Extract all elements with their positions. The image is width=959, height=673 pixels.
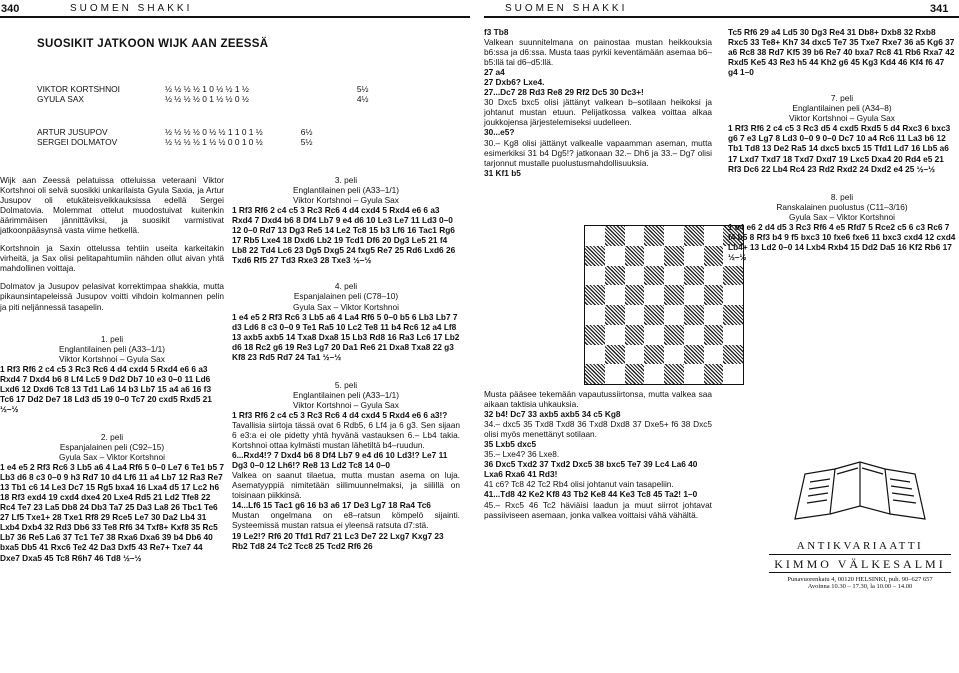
right-running-head: SUOMEN SHAKKI (505, 3, 628, 14)
crosstable-jusupov-dolmatov (37, 128, 312, 148)
board-square (664, 325, 684, 345)
game-moves: 1 Rf3 Rf6 2 c4 c5 3 Rc3 d5 4 cxd5 Rxd5 5 d4 Rxc3 6 bxc3 g6 7 e3 Lg7 8 Ld3 0–0 9 0–0 Dc7 10 a4 Rc6 11 La3 b6 12 Tb1 Td8 13 De2 Ra5 14 dxc5 bxc5 15 Tfd1 Ld7 16 Lb5 a6 17 Lxd7 Txd7 18 Txd7 Dxd7 19 Lxc5 Dxa4 20 Rd4 e5 21 Rf3 Dc6 22 Lb4 Rc4 23 Rd2 Rxd2 24 Dxd2 e4 25 ½–½ (728, 123, 951, 174)
board-square (605, 305, 625, 325)
board-square (585, 266, 605, 286)
game-players: Viktor Kortshnoi – Gyula Sax (293, 399, 399, 410)
column-2 (232, 175, 460, 551)
board-square (664, 345, 684, 365)
board-square (644, 226, 664, 246)
game-moves: 27 a4 27 Dxb6? Lxe4. (484, 67, 545, 88)
board-square (605, 364, 625, 384)
game-players: Gyula Sax – Viktor Kortshnoi (789, 211, 895, 222)
intro-paragraph: Kortshnoin ja Saxin ottelussa tehtiin useita karkeitakin virheitä, ja Sax olisi pelitapahtumiin nähden ollut aivan yhtä mahdollinen voittaja. (0, 243, 224, 274)
board-square (625, 266, 645, 286)
game-opening: Espanjalainen peli (C92–15) (59, 441, 165, 452)
game-opening: Espanjalainen peli (C78–10) (293, 291, 399, 302)
game-opening: Englantilainen peli (A33–1/1) (292, 185, 400, 196)
board-square (684, 285, 704, 305)
board-square (585, 246, 605, 266)
crosstable-row: VIKTOR KORTSHNOI ½ ½ ½ ½ 1 0 ½ ½ 1 ½ 5½ (37, 84, 369, 94)
game-comment: 30.– Kg8 olisi jättänyt valkealle vapaamman aseman, mutta esimerkiksi 31 b4 Dg5!? jatkonaan 32.– Dh6 ja 33.– Dg7 olisi tarjonnut mustalle puolustusmahdollisuuksia. (484, 137, 712, 168)
board-square (664, 246, 684, 266)
game-moves: 6...Rxd4!? 7 Dxd4 b6 8 Df4 Lb7 9 e4 d6 10 Ld3!? Le7 11 Dg3 0–0 12 Lh6!? Re8 13 Ld2 Tc8 14 0–0 (232, 450, 448, 471)
article-title: SUOSIKIT JATKOON WIJK AAN ZEESSÄ (37, 38, 269, 50)
board-square (664, 305, 684, 325)
game-moves: 14...Lf6 15 Tac1 g6 16 b3 a6 17 De3 Lg7 18 Ra4 Tc6 (232, 500, 431, 511)
board-square (585, 364, 605, 384)
board-square (723, 266, 743, 286)
board-square (585, 226, 605, 246)
board-square (684, 305, 704, 325)
board-square (684, 246, 704, 266)
game-players: Viktor Kortshnoi – Gyula Sax (59, 353, 165, 364)
board-square (684, 266, 704, 286)
chess-diagram (584, 225, 744, 385)
column-3-bottom (484, 389, 712, 520)
left-header-rule (0, 16, 470, 18)
game-moves: 1 e4 e5 2 Rf3 Rc6 3 Lb5 a6 4 La4 Rf6 5 0–0 Le7 6 Te1 b5 7 Lb3 d6 8 c3 0–0 9 h3 Rd7 10 d4 Lf6 11 a4 Lb7 12 Ra3 Re7 13 Tb1 c6 14 Le3 Dc7 15 Rg5 bxa4 16 Lxa4 d5 17 Lc2 h6 18 Rf3 exd4 19 cxd4 dxe4 20 Lxe4 Rd5 21 Ld2 Tfe8 22 Rc4 Te7 23 La5 Db8 24 Db3 Ta7 25 Da3 La8 26 Tbc1 Te6 27 Lf5 Txe1+ 28 Txe1 Rf8 29 Rce5 Le7 30 Da2 Lb4 31 Lxb4 Dxb4 32 Rd3 Db6 33 Te8 Rf6 34 Txf8+ Kxf8 35 Rc5 Lb7 36 Re5 La6 37 Tc1 Te7 38 Rxa6 Dxa6 39 b4 Db6 40 bxa5 Db5 41 Rxc6 Te2 42 Da3 Dxf5 43 Re7+ Txe7 44 Dxe7 Dxa5 45 Tc8 R6h7 46 Td8 ½–½ (0, 462, 224, 563)
game-players: Gyula Sax – Viktor Kortshnoi (293, 301, 399, 312)
board-square (644, 285, 664, 305)
game-heading: 4. peli (334, 281, 358, 292)
board-square (625, 345, 645, 365)
column-3-top (484, 27, 712, 178)
advert-address: Punavuorenkatu 4, 00120 HELSINKI, puh. 90–627 657 (787, 576, 933, 583)
game-heading: 5. peli (334, 379, 358, 390)
board-square (625, 364, 645, 384)
advert-hours: Avoinna 10.30 – 17.30, la 10.00 – 14.00 (807, 583, 913, 590)
game-moves: Tc5 Rf6 29 a4 Ld5 30 Dg3 Re4 31 Db8+ Dxb8 32 Rxb8 Rxc5 33 Te8+ Kh7 34 dxc5 Te7 35 Txe7 Rxe7 36 a5 Kg6 37 a6 Rc8 38 Rd7 Kf5 39 b6 Re7 40 bxa7 Rc8 41 Rb6 Rxa7 42 Rxd5 Ke5 43 Re3 h5 44 Kh2 g6 45 Kg3 Kd4 46 Kf4 f6 47 g4 1–0 (728, 27, 955, 78)
game-opening: Englantilainen peli (A34–8) (792, 103, 892, 114)
crosstable-kortshnoi-sax (37, 85, 368, 105)
game-heading: 1. peli (100, 333, 124, 344)
board-square (625, 285, 645, 305)
game-comment: 34.– dxc5 35 Txd8 Txd8 36 Txd8 Dxd8 37 Dxe5+ f6 38 Dxc5 olisi myös menettänyt sotilaan. (484, 419, 712, 440)
game-heading: 3. peli (334, 175, 358, 185)
column-1 (0, 175, 224, 563)
game-heading: 8. peli (830, 191, 854, 202)
crosstable-row: ARTUR JUSUPOV ½ ½ ½ ½ 0 ½ ½ 1 1 0 1 ½ 6½ (37, 127, 313, 137)
game-moves: 32 b4! Dc7 33 axb5 axb5 34 c5 Kg8 (484, 409, 621, 420)
board-square (625, 325, 645, 345)
board-square (644, 305, 664, 325)
board-square (644, 325, 664, 345)
game-moves: 36 Dxc5 Txd2 37 Txd2 Dxc5 38 bxc5 Te7 39 Lc4 La6 40 Lxa6 Rxa6 41 Rd3! (484, 459, 698, 480)
board-square (704, 246, 724, 266)
game-players: Gyula Sax – Viktor Kortshnoi (59, 452, 165, 463)
board-square (605, 226, 625, 246)
board-square (605, 246, 625, 266)
game-heading: 2. peli (100, 431, 124, 442)
board-square (723, 305, 743, 325)
left-running-head: SUOMEN SHAKKI (70, 3, 193, 14)
crosstable-row: GYULA SAX ½ ½ ½ ½ 0 1 ½ ½ 0 ½ 4½ (37, 93, 369, 104)
board-square (644, 266, 664, 286)
board-square (644, 246, 664, 266)
game-comment: 41 c6? Tc8 42 Tc2 Rb4 olisi johtanut vain tasapeliin. (484, 479, 674, 490)
game-comment: Mustan ongelmana on e8–ratsun kömpelö sijainti. Systeemissä mustan ratsua ei yleensä ratsuta d7:stä. (232, 510, 460, 531)
game-moves: 41...Td8 42 Ke2 Kf8 43 Tb2 Ke8 44 Ke3 Tc8 45 Ta2! 1–0 (484, 489, 698, 500)
column-4 (728, 27, 956, 262)
left-page-number: 340 (1, 3, 20, 15)
game-comment: 45.– Rxc5 46 Tc2 häviäisi laadun ja muut siirrot johtavat passiiviseen asemaan, jonka valkea voittaisi vähä vähältä. (484, 499, 712, 520)
board-square (664, 266, 684, 286)
board-square (644, 364, 664, 384)
game-heading: 7. peli (830, 93, 854, 104)
game-opening: Englantilainen peli (A33–1/1) (58, 343, 166, 354)
game-moves: 30...e5? (484, 127, 515, 138)
game-comment: Valkea on saanut tilaetua, mutta mustan asema on luja. Asematyyppiä nimitetään siilimuunnelmaksi, ja siilillä on toisinaan piikkinsä. (232, 470, 460, 501)
board-square (644, 345, 664, 365)
board-square (605, 285, 625, 305)
board-square (704, 305, 724, 325)
game-comment: Tavallisia siirtoja tässä ovat 6 Rdb5, 6 Lf4 ja 6 g3. Sen sijaan 6 e3:a ei ole pidetty yhtä hyvänä vastauksen 6.– Lb4 takia. Kortshnoi ottaa kylmästi mustan lähetiltä b4–ruudun. (232, 419, 460, 451)
board-square (704, 266, 724, 286)
antiquarian-advert (769, 540, 951, 590)
board-square (585, 345, 605, 365)
board-square (704, 285, 724, 305)
intro-paragraph: Wijk aan Zeessä pelatuissa otteluissa veteraani Viktor Kortshnoi oli selvä suosikki unkarilaista Gyula Saxia, ja Artur Jusupov oli etukäteisveikkauksissa edellä Sergei Dolmatovia. Molemmat ottelut muodostuivat kuitenkin äärimmäisen jännittäviksi, ja suosikit varmistivat jatkoonpääsynsä vasta viime hetkellä. (0, 175, 224, 236)
game-players: Viktor Kortshnoi – Gyula Sax (293, 195, 399, 206)
game-moves: 27...Dc7 28 Rd3 Re8 29 Rf2 Dc5 30 Dc3+! (484, 87, 644, 98)
board-square (723, 364, 743, 384)
game-moves: f3 Tb8 (484, 27, 509, 37)
intro-paragraph: Dolmatov ja Jusupov pelasivat korrektimpaa shakkia, mutta pikaunsintapeleissä Jusupov voitti vihdoin kolmannen pelin ja piti neljännessä tasapelin. (0, 281, 224, 312)
game-opening: Ranskalainen puolustus (C11–3/16) (776, 201, 908, 212)
board-square (625, 226, 645, 246)
game-moves: 35 Lxb5 dxc5 (484, 439, 537, 450)
board-square (664, 285, 684, 305)
game-comment: 30 Dxc5 bxc5 olisi jättänyt valkean b–sotilaan heikoksi ja johtanut mustan etuun. Pelijatkossa valkea voittaa alkaa joukkojensa järjestelemiseksi uudelleen. (484, 97, 712, 128)
board-square (585, 305, 605, 325)
game-comment: Valkean suunnitelmana on painostaa mustan heikkouksia b6:ssa ja d6:ssa. Musta taas pyrkii keventämään asemaa b6–b5:llä tai d6–d5:llä. (484, 37, 712, 68)
game-comment: Musta pääsee tekemään vapautussiirtonsa, mutta valkea saa aikaan taktisia uhkauksia. (484, 389, 712, 410)
game-moves: 1 e4 e5 2 Rf3 Rc6 3 Lb5 a6 4 La4 Rf6 5 0–0 b5 6 Lb3 Lb7 7 d3 Ld6 8 c3 0–0 9 Te1 Ra5 10 Lc2 Te8 11 b4 Rc6 12 a4 Lf8 13 axb5 axb5 14 Txa8 Dxa8 15 Lb3 Rd8 16 Ra3 Lc6 17 Lb2 d6 18 Rc2 g6 19 Re3 Lg7 20 Da1 Re6 21 Dxa8 Txa8 22 g3 Kf8 23 Rd5 Rd7 24 Ta1 ½–½ (232, 311, 460, 362)
board-square (605, 325, 625, 345)
board-square (704, 345, 724, 365)
game-moves: 1 Rf3 Rf6 2 c4 c5 3 Rc3 Rc6 4 d4 cxd4 5 Rxd4 e6 6 a3 Rxd4 7 Dxd4 b6 8 Df4 Lb7 9 e4 d6 10 Le3 Le7 11 Ld3 0–0 12 0–0 Rd7 13 Dg3 Re5 14 Le2 Tc8 15 b3 Lf6 16 Tac1 Rg6 17 Rb5 Lxe4 18 Dxd6 Lb2 19 Tcd1 Df6 20 Dg3 Le5 21 f4 Lb8 22 Td4 Lc6 23 Dg5 Dxg5 24 fxg5 Re7 25 Rd6 Lxd6 26 Txd6 Rf5 27 Td3 Rxe3 28 Txe3 ½–½ (232, 205, 456, 266)
board-square (684, 325, 704, 345)
board-square (625, 305, 645, 325)
game-players: Viktor Kortshnoi – Gyula Sax (789, 113, 895, 124)
board-square (585, 325, 605, 345)
board-square (723, 285, 743, 305)
game-moves: 31 Kf1 b5 (484, 167, 521, 178)
right-page-number: 341 (930, 3, 949, 15)
game-moves: 19 Le2!? Rf6 20 Tfd1 Rd7 21 Lc3 De7 22 Lxg7 Kxg7 23 Rb2 Td8 24 Tc2 Tcc8 25 Tcd2 Rf6 26 (232, 530, 444, 551)
board-square (664, 364, 684, 384)
crosstable-row: SERGEI DOLMATOV ½ ½ ½ ½ 1 ½ ½ 0 0 1 0 ½ 5½ (37, 136, 313, 147)
game-opening: Englantilainen peli (A33–1/1) (292, 389, 400, 400)
game-moves: 1 e4 e6 2 d4 d5 3 Rc3 Rf6 4 e5 Rfd7 5 Rce2 c5 6 c3 Rc6 7 f4 b5 8 Rf3 b4 9 f5 bxc3 10 fxe6 fxe6 11 bxc3 cxd4 12 cxd4 Lb4+ 13 Ld2 0–0 14 Lxb4 Rxb4 15 Dd2 Da5 16 Kf2 Rb6 17 ½–½ (728, 221, 956, 262)
board-square (723, 325, 743, 345)
advert-shop-name: KIMMO VÄLKESALMI (769, 554, 951, 573)
board-square (704, 364, 724, 384)
board-square (605, 345, 625, 365)
board-square (684, 345, 704, 365)
right-header-rule (484, 16, 959, 18)
board-square (664, 226, 684, 246)
advert-line: ANTIKVARIAATTI (796, 540, 924, 552)
book-illustration (775, 444, 945, 524)
game-comment: 35.– Lxe4? 36 Lxe8. (484, 449, 560, 460)
board-square (684, 364, 704, 384)
game-moves: 1 Rf3 Rf6 2 c4 c5 3 Rc3 Rc6 4 d4 cxd4 5 Rxd4 e6 6 a3 Rxd4 7 Dxd4 b6 8 Lf4 Lc5 9 Dd2 Db7 10 e3 0–0 11 Ld6 Lxd6 12 Dxd6 Tc8 13 Td1 La6 14 b3 Lb7 15 a4 a6 16 f3 Tc6 17 Dd2 De7 18 Ld3 d5 19 0–0 Tc7 20 cxd5 Rxd5 21 ½–½ (0, 363, 212, 414)
board-square (723, 345, 743, 365)
board-square (704, 226, 724, 246)
board-square (704, 325, 724, 345)
board-square (625, 246, 645, 266)
board-square (605, 266, 625, 286)
board-square (585, 285, 605, 305)
board-square (684, 226, 704, 246)
game-moves: 1 Rf3 Rf6 2 c4 c5 3 Rc3 Rc6 4 d4 cxd4 5 Rxd4 e6 6 a3!? (232, 409, 448, 420)
